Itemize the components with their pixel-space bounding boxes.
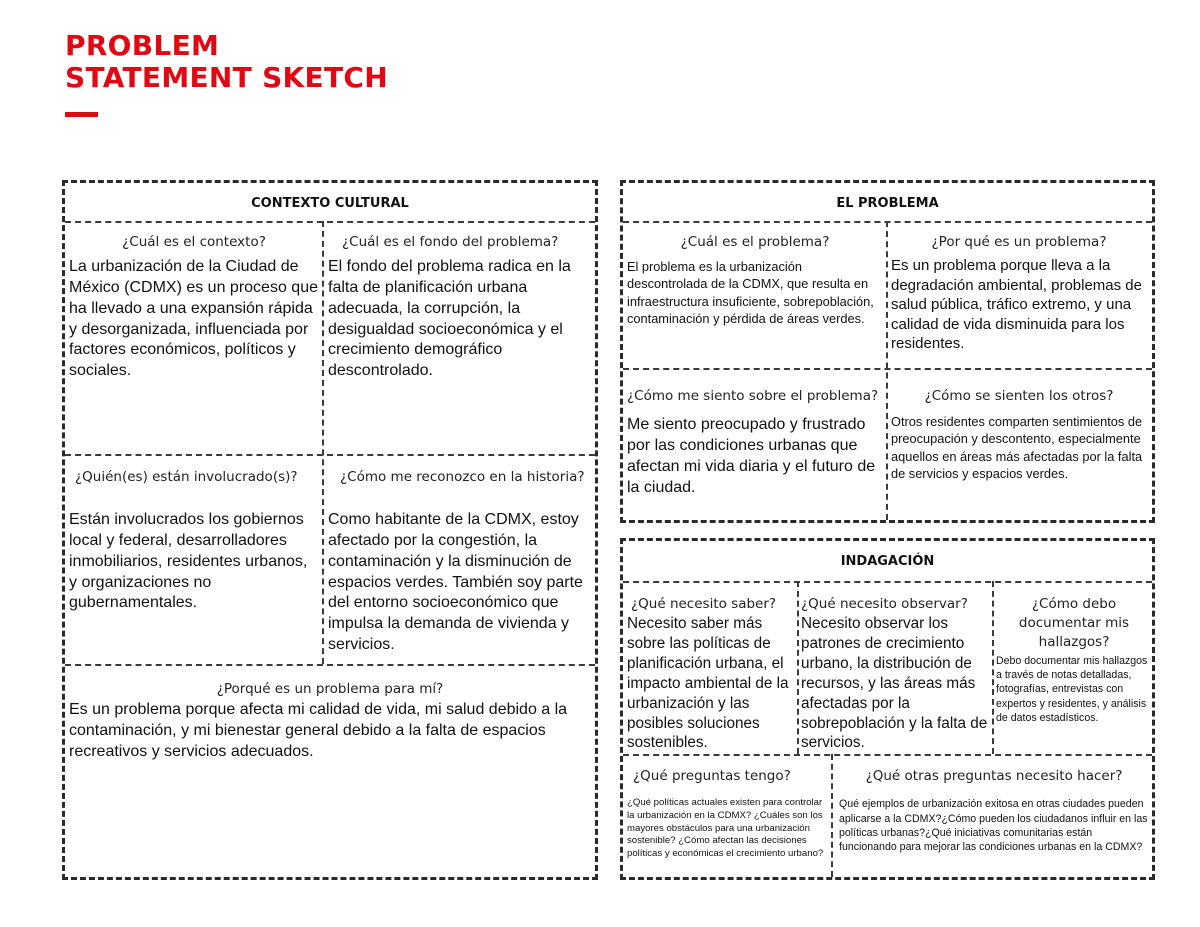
documentar-answer: Debo documentar mis hallazgos a través de notas detalladas, fotografías, entrevistas con expertos y residentes, y análisis de datos estadísticos.: [996, 654, 1148, 724]
page-title: [65, 30, 388, 94]
title-line-1: PROBLEM: [65, 29, 220, 62]
otras-preguntas-answer: Qué ejemplos de urbanización exitosa en otras ciudades pueden aplicarse a la CDMX?¿Cómo pueden los ciudadanos influir en las políticas urbanas?¿Qué iniciativas comunitarias están funcionando para mejorar las condiciones urbanas en la CDMX?: [839, 798, 1148, 854]
title-underline: [65, 112, 98, 117]
documentar-cell: [996, 595, 1152, 725]
siento-question: ¿Cómo me siento sobre el problema?: [627, 388, 879, 404]
observar-cell: [801, 595, 990, 753]
saber-answer: Necesito saber más sobre las políticas de planificación urbana, el impacto ambiental de la urbanización y las posibles soluciones sostenibles.: [627, 615, 789, 752]
divider: [65, 221, 595, 223]
observar-answer: Necesito observar los patrones de crecimiento urbano, la distribución de recursos, y las áreas más afectadas por la sobrepoblación y la falta de servicios.: [801, 615, 988, 752]
divider: [623, 368, 1152, 370]
indagacion-section: [620, 538, 1155, 880]
involucrados-question: ¿Quién(es) están involucrado(s)?: [75, 469, 298, 485]
fondo-question: ¿Cuál es el fondo del problema?: [342, 234, 559, 250]
divider: [797, 581, 799, 754]
cual-problema-cell: [627, 233, 883, 327]
cual-problema-question: ¿Cuál es el problema?: [680, 234, 830, 250]
preguntas-question: ¿Qué preguntas tengo?: [633, 768, 791, 784]
reconozco-question: ¿Cómo me reconozco en la historia?: [340, 469, 585, 485]
porque-question: ¿Porqué es un problema para mí?: [216, 681, 444, 697]
documentar-question: ¿Cómo debo documentar mis hallazgos?: [1018, 596, 1130, 650]
involucrados-cell: [69, 468, 319, 614]
porque-problema-answer: Es un problema porque lleva a la degradación ambiental, problemas de salud pública, tráfico extremo, y una calidad de vida disminuida para los residentes.: [891, 257, 1142, 353]
fondo-cell: [328, 233, 594, 382]
siento-cell: [627, 387, 889, 498]
contexto-cultural-heading: CONTEXTO CULTURAL: [251, 196, 409, 211]
divider: [65, 454, 595, 456]
divider: [322, 221, 324, 664]
contexto-answer: La urbanización de la Ciudad de México (CDMX) es un proceso que ha llevado a una expansión rápida y desorganizada, influenciada por factores económicos, políticos y sociales.: [69, 258, 318, 380]
porque-problema-cell: [891, 233, 1147, 354]
contexto-cultural-section: [62, 180, 598, 880]
divider: [65, 664, 595, 666]
divider: [623, 581, 1152, 583]
cual-problema-answer: El problema es la urbanización descontrolada de la CDMX, que resulta en infraestructura insuficiente, sobrepoblación, contaminación y pérdida de áreas verdes.: [627, 259, 874, 327]
observar-question: ¿Qué necesito observar?: [801, 596, 968, 612]
contexto-cell: [69, 233, 319, 382]
otros-cell: [891, 387, 1147, 482]
otras-preguntas-cell: [839, 767, 1149, 854]
contexto-question: ¿Cuál es el contexto?: [122, 234, 266, 250]
el-problema-heading: EL PROBLEMA: [836, 196, 939, 211]
involucrados-answer: Están involucrados los gobiernos local y federal, desarrolladores inmobiliarios, residentes urbanos, y organizaciones no gubernamentales.: [69, 511, 308, 612]
preguntas-answer: ¿Qué políticas actuales existen para controlar la urbanización en la CDMX? ¿Cuáles son los mayores obstáculos para una urbanización sostenible? ¿Cómo afectan las decisiones políticas y económicas el crecimiento urbano?: [627, 797, 824, 860]
indagacion-heading: INDAGACIÓN: [840, 554, 935, 569]
reconozco-answer: Como habitante de la CDMX, estoy afectado por la congestión, la contaminación y la disminución de espacios verdes. También soy parte del entorno socioeconómico que impulsa la demanda de vivienda y servicios.: [328, 511, 583, 653]
saber-question: ¿Qué necesito saber?: [631, 596, 777, 612]
porque-cell: [69, 680, 591, 763]
fondo-answer: El fondo del problema radica en la falta de planificación urbana adecuada, la corrupción, la desigualdad socioeconómica y el crecimiento demográfico descontrolado.: [328, 258, 571, 380]
otros-question: ¿Cómo se sienten los otros?: [924, 388, 1114, 404]
otras-preguntas-question: ¿Qué otras preguntas necesito hacer?: [865, 768, 1123, 784]
title-line-2: STATEMENT SKETCH: [65, 61, 388, 95]
reconozco-cell: [328, 468, 594, 656]
preguntas-cell: [627, 767, 829, 861]
divider: [992, 581, 994, 754]
porque-answer: Es un problema porque afecta mi calidad de vida, mi salud debido a la contaminación, y mi bienestar general debido a la falta de espacios recreativos y servicios adecuados.: [69, 701, 568, 760]
saber-cell: [627, 595, 795, 753]
siento-answer: Me siento preocupado y frustrado por las condiciones urbanas que afectan mi vida diaria y el futuro de la ciudad.: [627, 416, 876, 496]
divider: [623, 754, 1152, 756]
divider: [831, 754, 833, 877]
porque-problema-question: ¿Por qué es un problema?: [931, 234, 1107, 250]
el-problema-section: [620, 180, 1155, 523]
otros-answer: Otros residentes comparten sentimientos de preocupación y descontento, especialmente aquellos en áreas más afectadas por la falta de servicios y espacios verdes.: [891, 414, 1143, 482]
